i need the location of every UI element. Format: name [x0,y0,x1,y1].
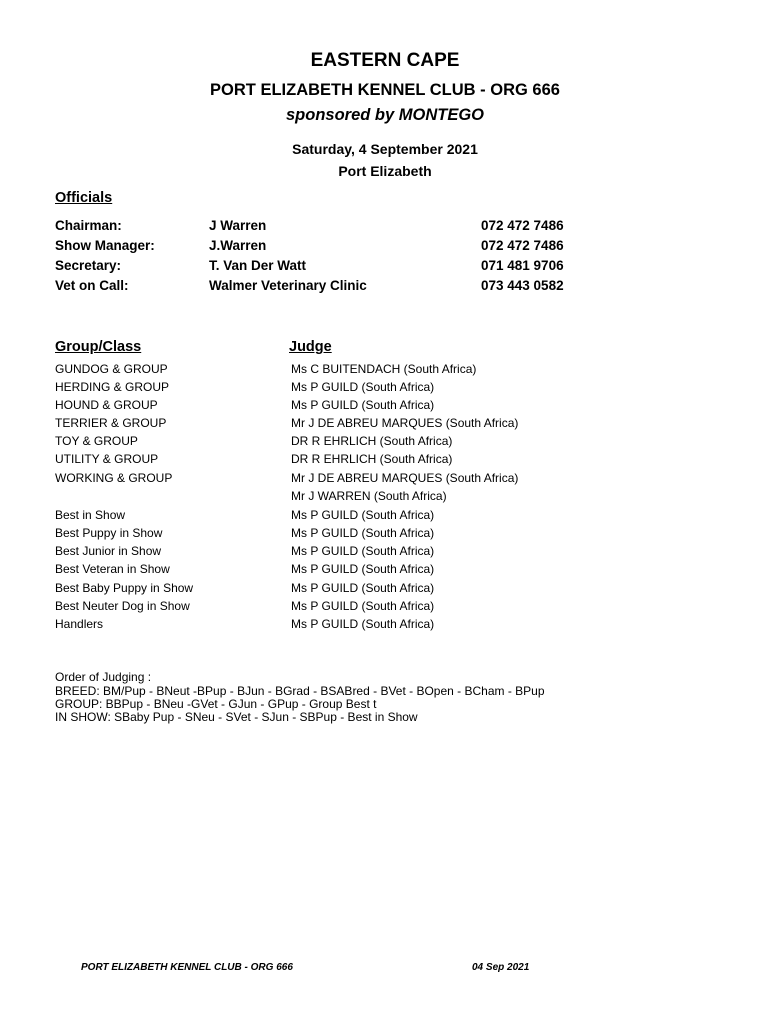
final-class: Handlers [55,617,104,631]
order-line-in-show: IN SHOW: SBaby Pup - SNeu - SVet - SJun - SBPup - Best in Show [55,710,418,724]
final-judge: Ms P GUILD (South Africa) [291,599,435,613]
show-location: Port Elizabeth [338,163,432,179]
final-class: Best Veteran in Show [55,562,170,576]
official-name: T. Van Der Watt [209,258,307,273]
group-judge: Ms C BUITENDACH (South Africa) [291,362,477,376]
final-judge: Ms P GUILD (South Africa) [291,581,435,595]
final-judge: Ms P GUILD (South Africa) [291,508,435,522]
official-name: J.Warren [209,238,267,253]
region-title: EASTERN CAPE [310,50,460,71]
official-name: Walmer Veterinary Clinic [209,278,367,293]
group-class: HERDING & GROUP [55,380,170,394]
official-phone: 073 443 0582 [481,278,564,293]
group-class: HOUND & GROUP [55,398,158,412]
final-judge: Ms P GUILD (South Africa) [291,562,435,576]
official-role: Chairman: [55,218,122,233]
group-class-heading: Group/Class [55,339,142,355]
order-line-group: GROUP: BBPup - BNeu -GVet - GJun - GPup - Group Best t [55,697,377,711]
show-date: Saturday, 4 September 2021 [292,141,478,157]
official-phone: 072 472 7486 [481,218,564,233]
official-role: Vet on Call: [55,278,129,293]
final-class: Best Puppy in Show [55,526,163,540]
order-line-breed: BREED: BM/Pup - BNeut -BPup - BJun - BGrad - BSABred - BVet - BOpen - BCham - BPup [55,684,545,698]
official-phone: 072 472 7486 [481,238,564,253]
group-judge: DR R EHRLICH (South Africa) [291,452,453,466]
final-class: Best in Show [55,508,126,522]
group-judge: Mr J DE ABREU MARQUES (South Africa) [291,471,519,485]
group-class: UTILITY & GROUP [55,452,159,466]
final-judge: Ms P GUILD (South Africa) [291,526,435,540]
final-class: Best Junior in Show [55,544,162,558]
group-class: WORKING & GROUP [55,471,173,485]
club-title: PORT ELIZABETH KENNEL CLUB - ORG 666 [210,81,560,99]
final-judge: Ms P GUILD (South Africa) [291,544,435,558]
judge-heading: Judge [289,339,332,355]
final-class: Best Neuter Dog in Show [55,599,190,613]
footer-club: PORT ELIZABETH KENNEL CLUB - ORG 666 [81,962,293,973]
group-class: TOY & GROUP [55,434,138,448]
footer-date: 04 Sep 2021 [472,962,530,973]
group-class: GUNDOG & GROUP [55,362,168,376]
official-role: Secretary: [55,258,122,273]
group-class: TERRIER & GROUP [55,416,167,430]
group-judge: Mr J WARREN (South Africa) [291,489,447,503]
officials-heading: Officials [55,190,113,206]
group-judge: Mr J DE ABREU MARQUES (South Africa) [291,416,519,430]
official-role: Show Manager: [55,238,155,253]
final-judge: Ms P GUILD (South Africa) [291,617,435,631]
official-name: J Warren [209,218,267,233]
official-phone: 071 481 9706 [481,258,564,273]
order-title: Order of Judging : [55,670,152,684]
sponsor-line: sponsored by MONTEGO [285,106,485,124]
group-judge: DR R EHRLICH (South Africa) [291,434,453,448]
group-judge: Ms P GUILD (South Africa) [291,398,435,412]
group-judge: Ms P GUILD (South Africa) [291,380,435,394]
final-class: Best Baby Puppy in Show [55,581,194,595]
